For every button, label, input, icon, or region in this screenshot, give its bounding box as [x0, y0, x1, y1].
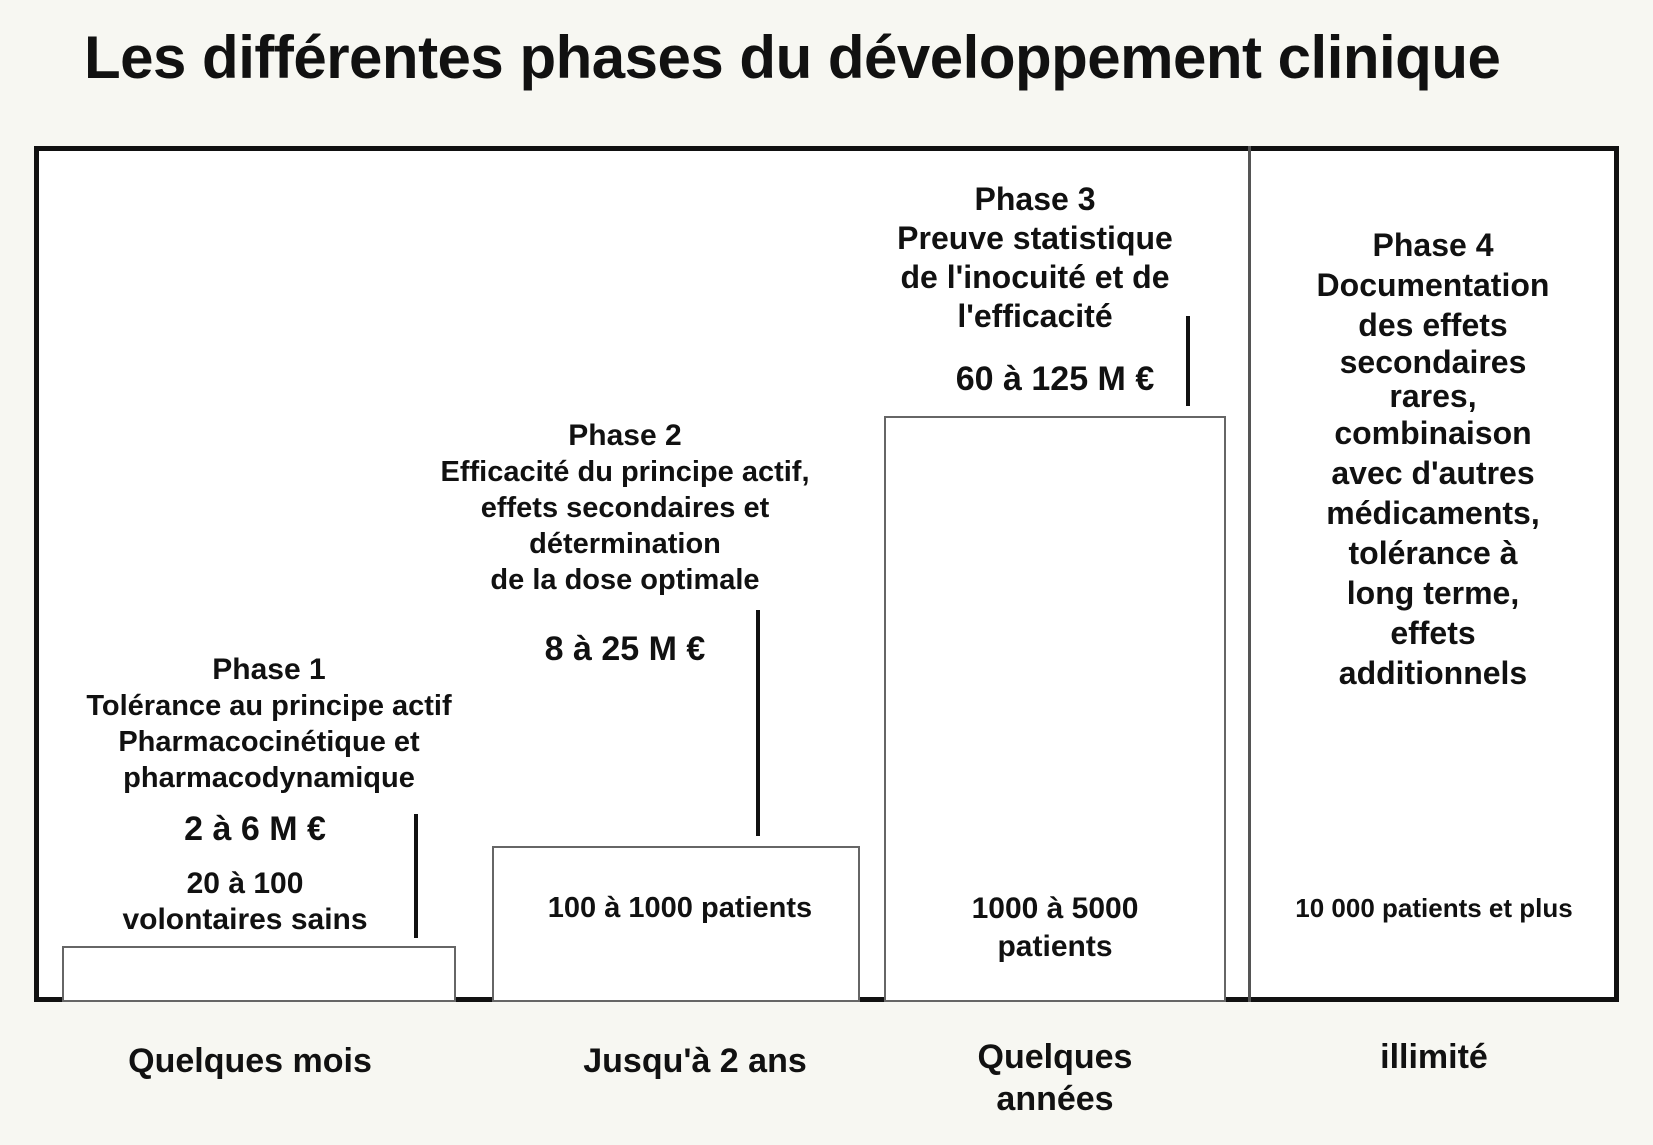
phase1-heading: Phase 1	[212, 653, 326, 686]
phase4-participants-line: 10 000 patients et plus	[1295, 893, 1573, 923]
phase1-label	[44, 652, 494, 796]
phase4-description-line: secondaires	[1339, 344, 1527, 380]
page-title: Les différentes phases du développement clinique	[84, 24, 1501, 91]
phase2-label	[390, 418, 860, 598]
phase2-participants	[500, 890, 860, 926]
phase3-participants-line: 1000 à 5000	[971, 892, 1139, 925]
phase2-participants-line: 100 à 1000 patients	[547, 892, 813, 924]
phase4-duration: illimité	[1380, 1038, 1488, 1076]
phase1-connector-line	[414, 814, 418, 938]
phase4-participants	[1256, 890, 1612, 926]
phase4-heading: Phase 4	[1372, 227, 1494, 263]
phase1-participants-line: 20 à 100	[186, 867, 304, 900]
phase3-duration	[884, 1036, 1226, 1120]
phase3-participants	[884, 890, 1226, 966]
phase4-description-line: avec d'autres	[1331, 455, 1535, 491]
phase2-description-line: effets secondaires et	[480, 492, 770, 524]
phase4-description-line: combinaison	[1334, 415, 1532, 451]
phase1-participants-line: volontaires sains	[122, 903, 368, 936]
phase3-participants-line: patients	[997, 930, 1113, 963]
phase4-divider	[1248, 146, 1251, 1002]
phase2-connector-line	[756, 610, 760, 836]
phase1-duration: Quelques mois	[128, 1042, 372, 1080]
phase1-bar	[62, 946, 456, 1002]
phase4-description-line: effets	[1390, 615, 1476, 651]
phase3-description-line: de l'inocuité et de	[900, 259, 1170, 295]
phase1-description-line: pharmacodynamique	[123, 762, 415, 794]
phase3-heading: Phase 3	[974, 181, 1096, 217]
phase1-cost: 2 à 6 M €	[184, 810, 326, 848]
phase3-description-line: l'efficacité	[957, 298, 1113, 334]
phase4-description-line: tolérance à	[1348, 535, 1518, 571]
phase3-description-line: Preuve statistique	[897, 220, 1173, 256]
phase4-description-line: Documentation	[1316, 267, 1550, 303]
phase3-duration-line: années	[996, 1080, 1114, 1118]
phase2-description-line: détermination	[529, 528, 721, 560]
phase4-description-line: long terme,	[1346, 575, 1520, 611]
phase4-description-line: médicaments,	[1326, 495, 1540, 531]
phase1-participants	[80, 866, 410, 938]
phase1-description-line: Pharmacocinétique et	[118, 726, 420, 758]
phase2-cost: 8 à 25 M €	[544, 630, 706, 668]
phase4-description-line: additionnels	[1338, 655, 1528, 691]
phase3-duration-line: Quelques	[977, 1038, 1133, 1076]
phase2-heading: Phase 2	[568, 419, 682, 452]
phase2-description-line: de la dose optimale	[490, 564, 760, 596]
phase1-description-line: Tolérance au principe actif	[86, 690, 452, 722]
phase4-description-line: rares,	[1389, 378, 1477, 414]
phase2-description-line: Efficacité du principe actif,	[440, 456, 810, 488]
phase4-label	[1252, 225, 1614, 693]
phase3-cost: 60 à 125 M €	[955, 360, 1155, 398]
phase3-label	[840, 180, 1230, 336]
phase4-description-line: des effets	[1358, 307, 1508, 343]
phase2-duration: Jusqu'à 2 ans	[583, 1042, 807, 1080]
